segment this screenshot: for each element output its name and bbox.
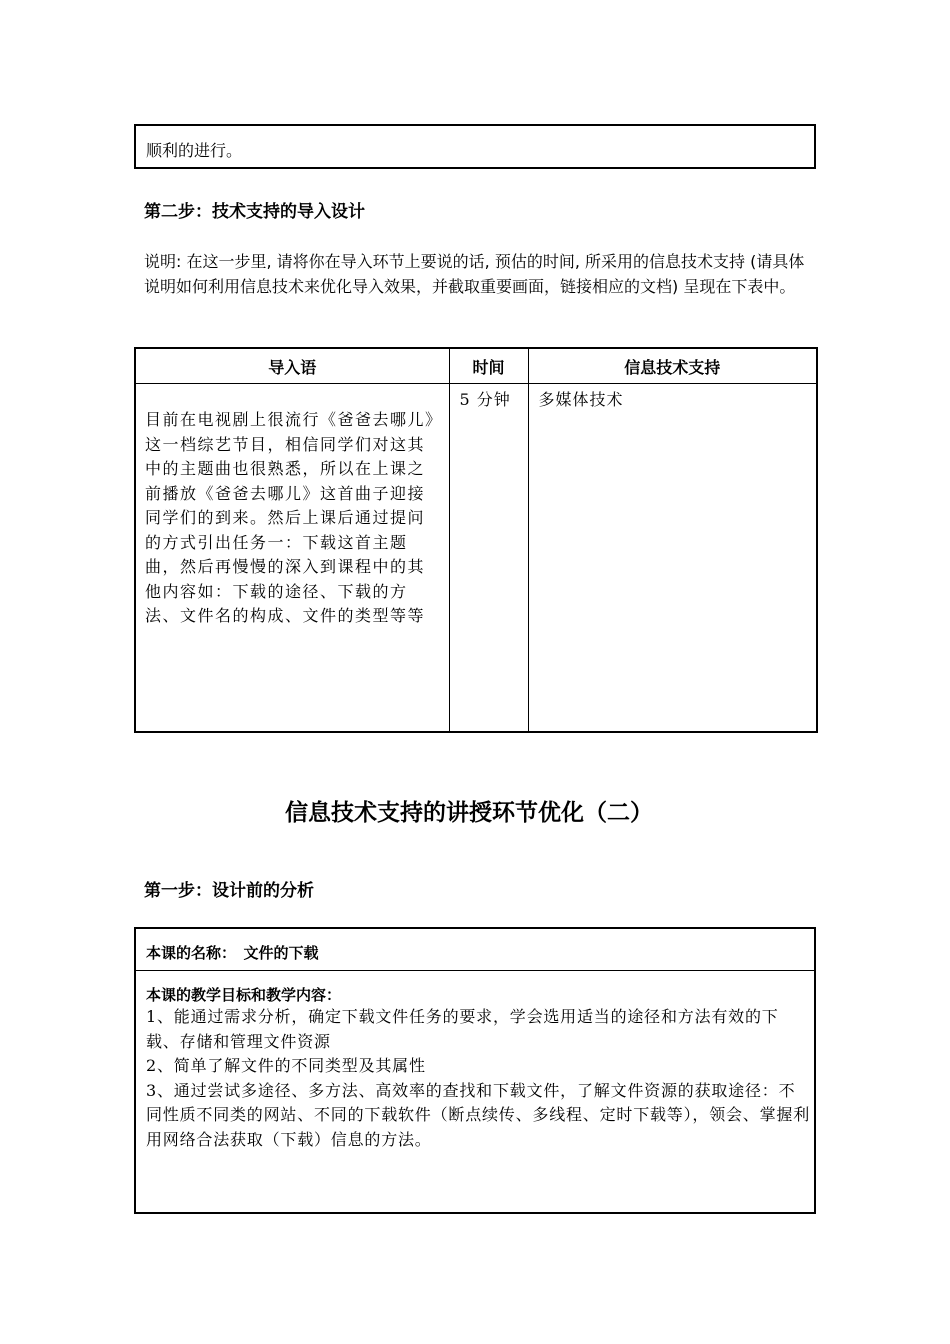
goal-item: 1、能通过需求分析，确定下载文件任务的要求，学会选用适当的途径和方法有效的下载、存储和管理文件资源	[146, 1007, 779, 1051]
goal-item: 3、通过尝试多途径、多方法、高效率的查找和下载文件，了解文件资源的获取途径：不同性质不同类的网站、不同的下载软件（断点续传、多线程、定时下载等），领会、掌握利用网络合法获取（下载）信息的方法。	[146, 1080, 811, 1149]
lesson-name-row	[136, 929, 814, 971]
step2-description: 说明: 在这一步里, 请将你在导入环节上要说的话, 预估的时间, 所采用的信息技术支持 (请具体说明如何利用信息技术来优化导入效果，并截取重要画面，链接相应的文档) 呈现在下表中。	[144, 252, 805, 296]
step1-heading: 第一步：设计前的分析	[144, 881, 314, 901]
header-time: 时间	[449, 348, 528, 384]
header-tech: 信息技术支持	[528, 348, 817, 384]
intro-design-table	[134, 347, 818, 733]
table-row	[135, 384, 817, 733]
cell-time: 5 分钟	[449, 384, 528, 733]
table-header-row	[135, 348, 817, 384]
cell-speech: 目前在电视剧上很流行《爸爸去哪儿》这一档综艺节目，相信同学们对这其中的主题曲也很熟悉，所以在上课之前播放《爸爸去哪儿》这首曲子迎接同学们的到来。然后上课后通过提问的方式引出任务一：下载这首主题曲，然后再慢慢的深入到课程中的其他内容如：下载的途径、下载的方法、文件名的构成、文件的类型等等	[135, 384, 449, 733]
lesson-name-label: 本课的名称： 文件的下载	[146, 944, 319, 962]
top-box-text: 顺利的进行。	[146, 141, 243, 160]
section-title: 信息技术支持的讲授环节优化（二）	[285, 800, 653, 826]
goal-item: 2、简单了解文件的不同类型及其属性	[146, 1056, 426, 1075]
header-speech: 导入语	[135, 348, 449, 384]
lesson-analysis-box	[134, 927, 816, 1214]
step2-heading: 第二步：技术支持的导入设计	[144, 202, 365, 222]
cell-tech: 多媒体技术	[528, 384, 817, 733]
top-text-box	[134, 124, 816, 169]
goals-heading: 本课的教学目标和教学内容：	[146, 986, 342, 1004]
lesson-goals	[146, 985, 810, 1152]
